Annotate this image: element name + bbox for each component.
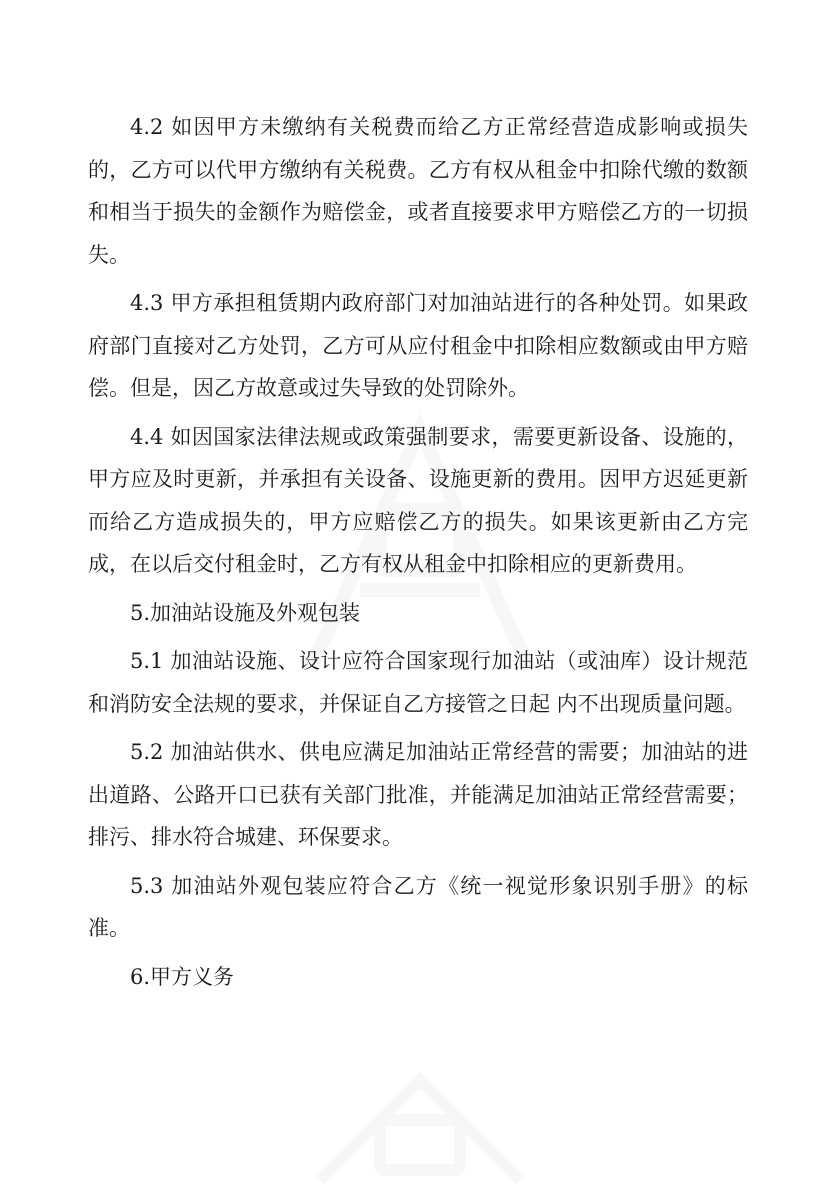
clause-5-3: 5.3 加油站外观包装应符合乙方《统一视觉形象识别手册》的标准。	[88, 873, 748, 940]
clause-5-1: 5.1 加油站设施、设计应符合国家现行加油站（或油库）设计规范和消防安全法规的要求，并保证自乙方接管之日起 内不出现质量问题。	[88, 649, 748, 716]
clause-5-2: 5.2 加油站供水、供电应满足加油站正常经营的需要；加油站的进出道路、公路开口已获有关部门批准，并能满足加油站正常经营需要；排污、排水符合城建、环保要求。	[88, 740, 748, 849]
watermark-logo-bottom-icon	[300, 1070, 540, 1190]
clause-4-3: 4.3 甲方承担租赁期内政府部门对加油站进行的各种处罚。如果政府部门直接对乙方处罚，乙方可从应付租金中扣除相应数额或由甲方赔偿。但是，因乙方故意或过失导致的处罚除外。	[88, 291, 748, 400]
section-5-heading: 5.加油站设施及外观包装	[130, 600, 361, 625]
section-6-heading: 6.甲方义务	[130, 964, 235, 989]
document-body	[88, 106, 748, 1004]
clause-4-4: 4.4 如因国家法律法规或政策强制要求，需要更新设备、设施的，甲方应及时更新，并承担有关设备、设施更新的费用。因甲方迟延更新而给乙方造成损失的，甲方应赔偿乙方的损失。如果该更新由乙方完成，在以后交付租金时，乙方有权从租金中扣除相应的更新费用。	[88, 424, 748, 576]
clause-4-2: 4.2 如因甲方未缴纳有关税费而给乙方正常经营造成影响或损失的，乙方可以代甲方缴纳有关税费。乙方有权从租金中扣除代缴的数额和相当于损失的金额作为赔偿金，或者直接要求甲方赔偿乙方的一切损失。	[88, 115, 748, 267]
